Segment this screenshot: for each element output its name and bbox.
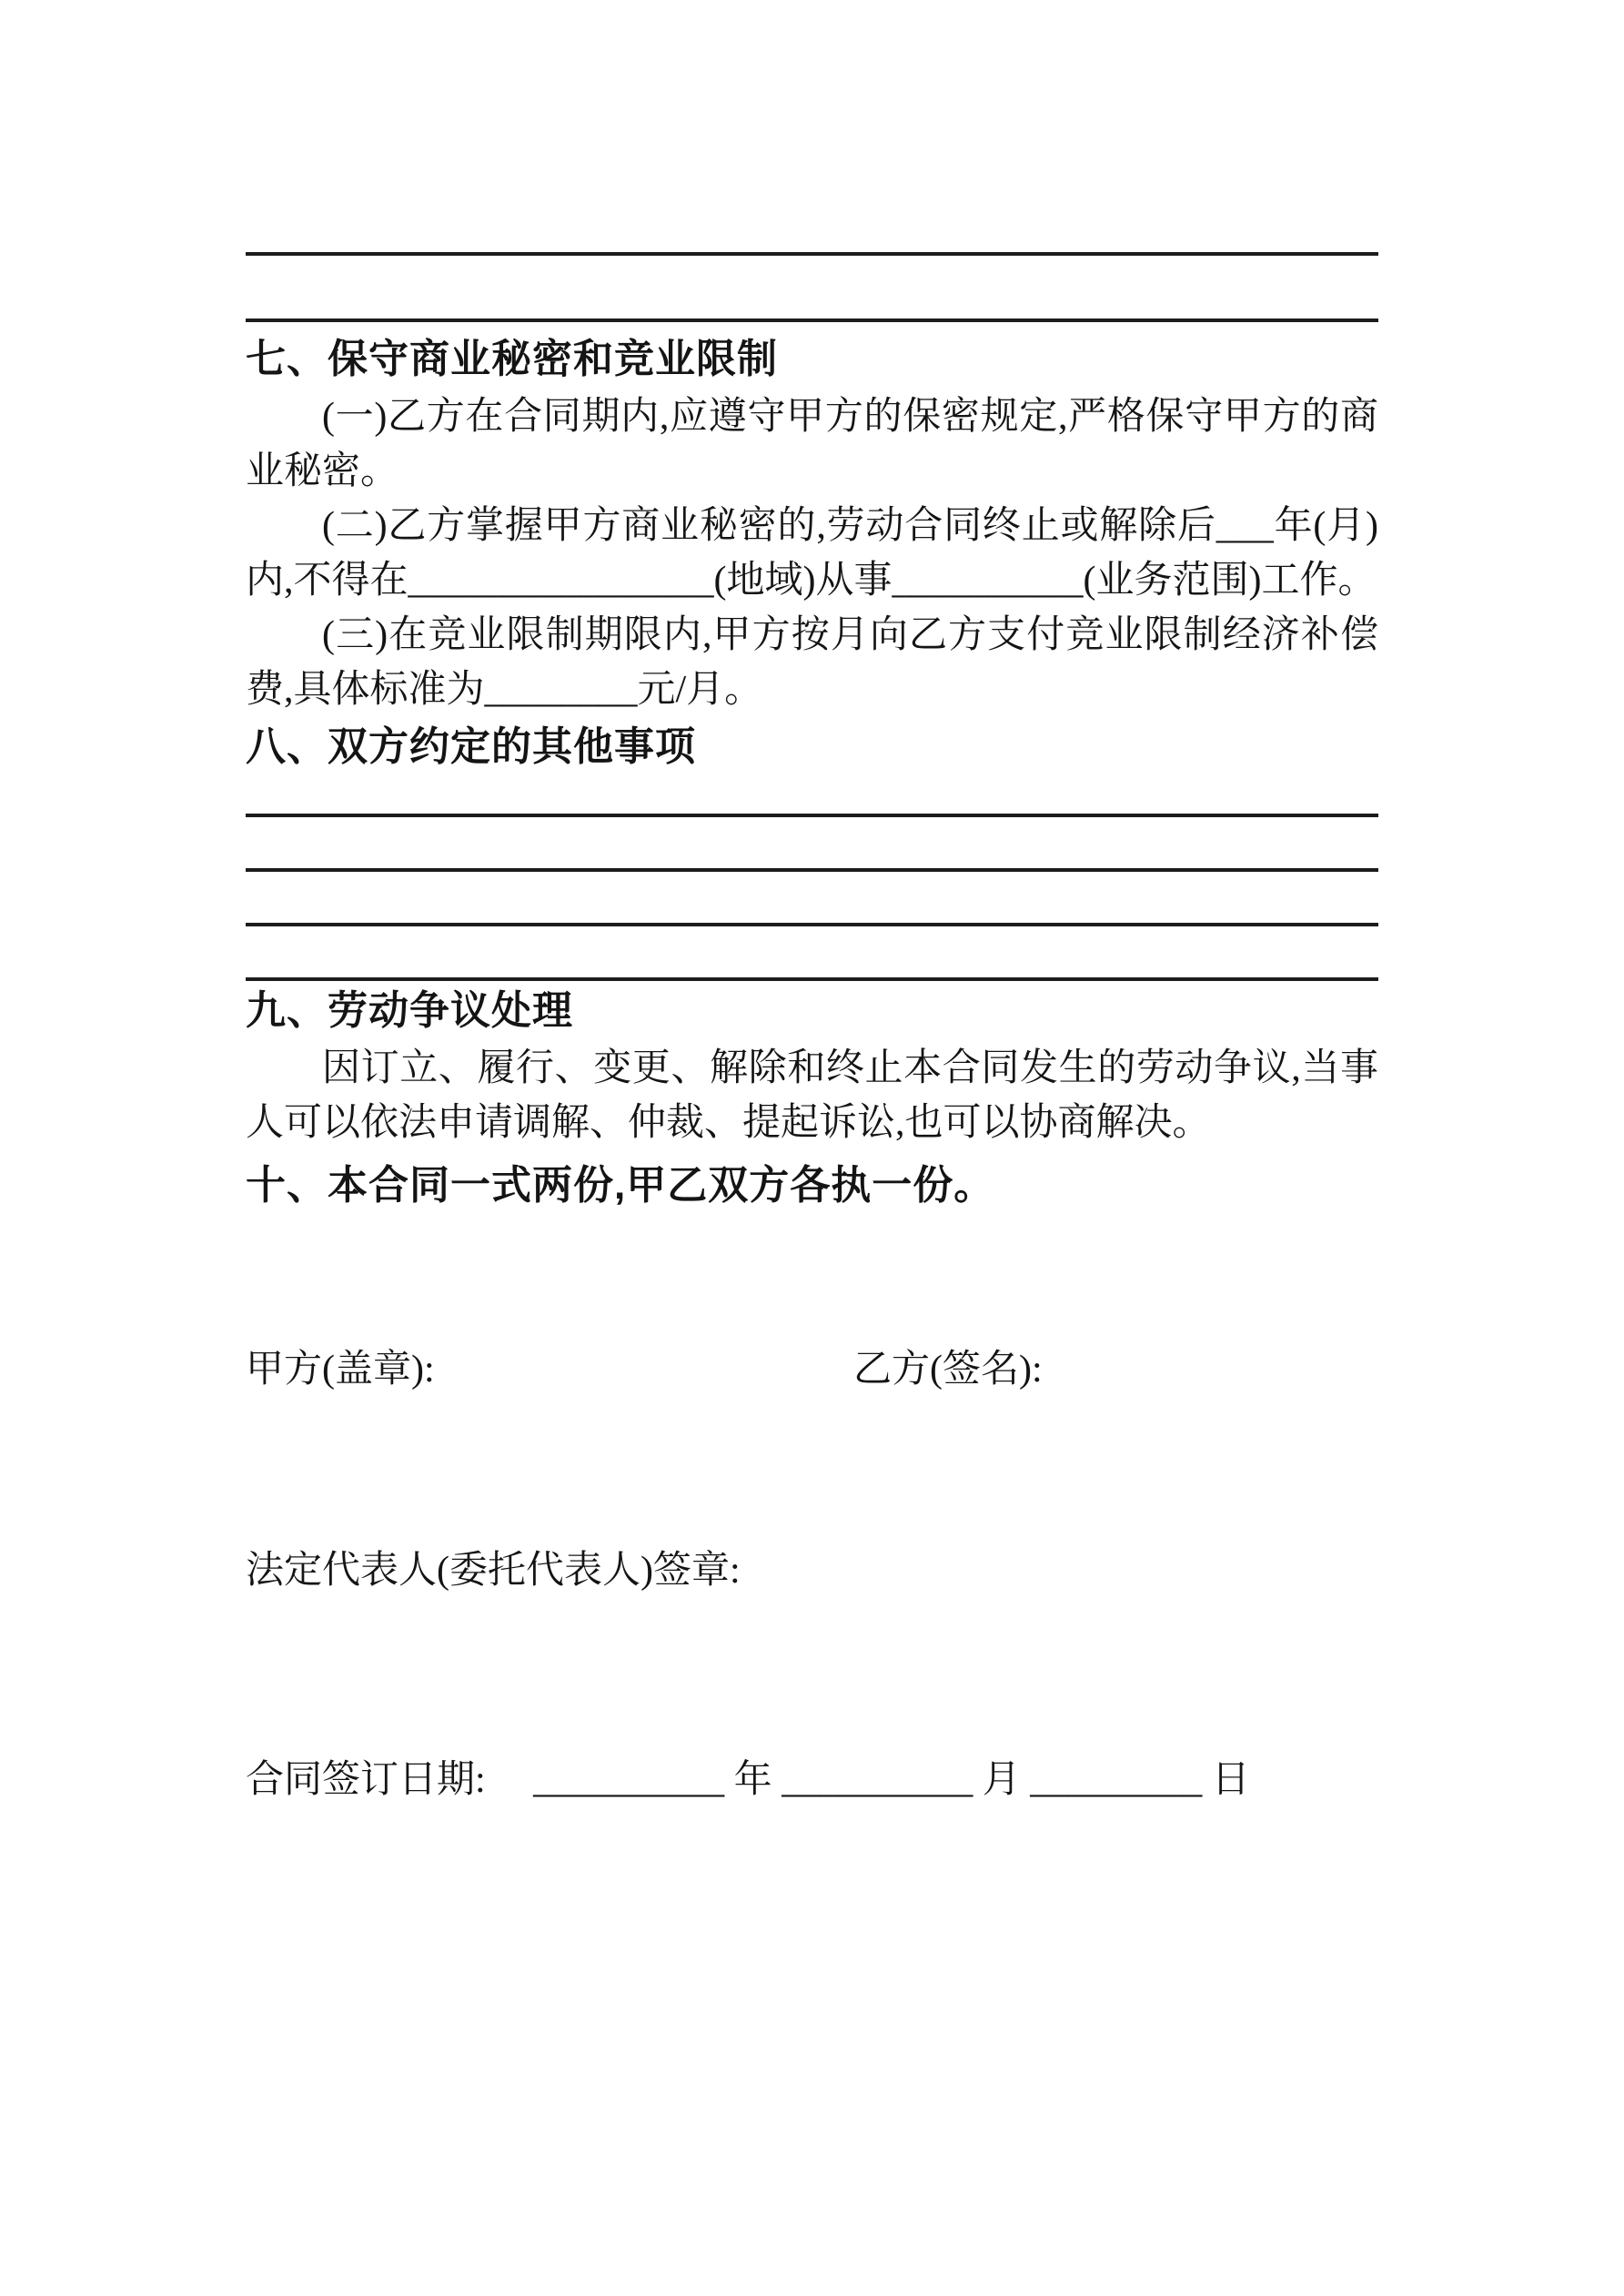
section-8-heading: 八、双方约定的其他事项 [246, 724, 696, 769]
blank-fill-line [246, 777, 1378, 817]
date-year-unit: 年 [733, 1759, 772, 1801]
blank-fill-line [246, 817, 1378, 872]
section-10-heading: 十、本合同一式两份,甲乙双方各执一份。 [246, 1163, 995, 1208]
section-9-paragraph: 因订立、履行、变更、解除和终止本合同发生的劳动争议,当事人可以依法申请调解、仲裁、提起诉讼,也可以协商解决。 [246, 1047, 1378, 1144]
date-month-unit: 月 [982, 1759, 1021, 1801]
contract-date-label: 合同签订日期: [246, 1759, 486, 1801]
blank-fill-line [246, 256, 1378, 322]
date-month-blank: __________ [782, 1759, 973, 1801]
party-b-signature-label: 乙方(签名): [853, 1349, 1043, 1391]
page-content [246, 0, 1378, 1807]
section-7-paragraph-1: (一)乙方在合同期内,应遵守甲方的保密规定,严格保守甲方的商业秘密。 [246, 396, 1378, 492]
party-a-seal-label: 甲方(盖章): [246, 1349, 435, 1391]
signature-row [246, 1342, 1378, 1397]
section-7-heading: 七、保守商业秘密和竞业限制 [246, 337, 778, 381]
blank-fill-line [246, 926, 1378, 981]
section-9-heading: 九、劳动争议处理 [246, 988, 573, 1033]
legal-representative-signature-label: 法定代表人(委托代表人)签章: [246, 1550, 741, 1592]
blank-fill-line [246, 872, 1378, 926]
date-year-blank: __________ [533, 1759, 725, 1801]
section-7-paragraph-3: (三)在竞业限制期限内,甲方按月向乙方支付竞业限制经济补偿费,具体标准为________元/月。 [246, 614, 1378, 711]
date-day-unit: 日 [1211, 1759, 1250, 1801]
contract-signing-date-line [246, 1753, 1378, 1807]
section-7-paragraph-2: (二)乙方掌握甲方商业秘密的,劳动合同终止或解除后___年(月)内,不得在________________(地域)从事__________(业务范围)工作。 [246, 505, 1378, 602]
date-day-blank: _________ [1030, 1759, 1203, 1801]
